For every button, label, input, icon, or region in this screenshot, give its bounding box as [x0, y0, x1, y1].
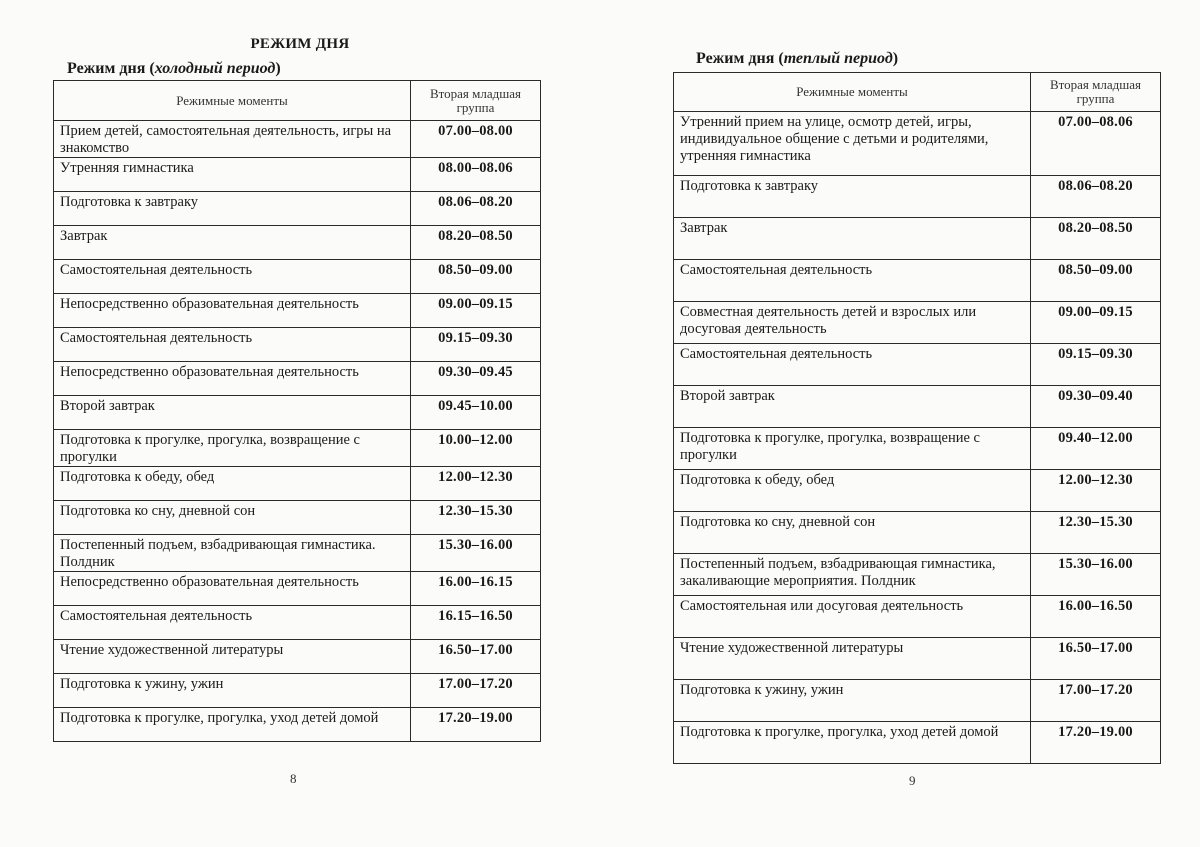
table-header-row [54, 81, 541, 121]
activity-cell: Подготовка к прогулке, прогулка, возвращение с прогулки [54, 430, 411, 467]
table-row [674, 428, 1161, 470]
column-header-group: Вторая младшая группа [411, 81, 541, 121]
table-row [674, 176, 1161, 218]
activity-cell: Постепенный подъем, взбадривающая гимнастика, закаливающие мероприятия. Полдник [674, 554, 1031, 596]
table-row [54, 260, 541, 294]
activity-cell: Утренний прием на улице, осмотр детей, игры, индивидуальное общение с детьми и родителями, утренняя гимнастика [674, 112, 1031, 176]
activity-cell: Подготовка к ужину, ужин [54, 674, 411, 708]
activity-cell: Самостоятельная деятельность [674, 344, 1031, 386]
time-cell: 17.00–17.20 [1031, 680, 1161, 722]
time-cell: 07.00–08.00 [411, 121, 541, 158]
activity-cell: Чтение художественной литературы [54, 640, 411, 674]
activity-cell: Второй завтрак [54, 396, 411, 430]
time-cell: 12.00–12.30 [1031, 470, 1161, 512]
table-row [54, 328, 541, 362]
table-row [674, 112, 1161, 176]
page-number: 9 [909, 773, 916, 788]
table-row [674, 344, 1161, 386]
time-cell: 08.20–08.50 [411, 226, 541, 260]
table-row [54, 226, 541, 260]
table-header-row [674, 73, 1161, 112]
activity-cell: Утренняя гимнастика [54, 158, 411, 192]
time-cell: 17.20–19.00 [411, 708, 541, 742]
column-header-group: Вторая младшая группа [1031, 73, 1161, 112]
table-row [674, 302, 1161, 344]
time-cell: 09.40–12.00 [1031, 428, 1161, 470]
time-cell: 09.30–09.45 [411, 362, 541, 396]
time-cell: 09.00–09.15 [411, 294, 541, 328]
time-cell: 07.00–08.06 [1031, 112, 1161, 176]
table-title-warm-period [696, 50, 898, 68]
table-row [54, 294, 541, 328]
table-row [54, 572, 541, 606]
activity-cell: Самостоятельная деятельность [54, 606, 411, 640]
table-row [674, 386, 1161, 428]
table-row [674, 638, 1161, 680]
activity-cell: Подготовка к прогулке, прогулка, уход детей домой [54, 708, 411, 742]
title-period: теплый период [783, 50, 893, 67]
table-row [54, 158, 541, 192]
time-cell: 16.50–17.00 [411, 640, 541, 674]
activity-cell: Непосредственно образовательная деятельность [54, 362, 411, 396]
table-row [674, 596, 1161, 638]
activity-cell: Подготовка ко сну, дневной сон [54, 501, 411, 535]
time-cell: 16.50–17.00 [1031, 638, 1161, 680]
table-row [674, 680, 1161, 722]
table-row [54, 606, 541, 640]
time-cell: 09.30–09.40 [1031, 386, 1161, 428]
time-cell: 16.00–16.50 [1031, 596, 1161, 638]
table-row [54, 467, 541, 501]
activity-cell: Второй завтрак [674, 386, 1031, 428]
column-header-moments: Режимные моменты [674, 73, 1031, 112]
activity-cell: Подготовка к прогулке, прогулка, уход детей домой [674, 722, 1031, 764]
table-row [674, 260, 1161, 302]
activity-cell: Завтрак [674, 218, 1031, 260]
time-cell: 08.06–08.20 [411, 192, 541, 226]
time-cell: 09.15–09.30 [1031, 344, 1161, 386]
time-cell: 12.00–12.30 [411, 467, 541, 501]
activity-cell: Самостоятельная деятельность [54, 328, 411, 362]
time-cell: 08.50–09.00 [1031, 260, 1161, 302]
activity-cell: Подготовка ко сну, дневной сон [674, 512, 1031, 554]
activity-cell: Самостоятельная или досуговая деятельность [674, 596, 1031, 638]
table-title-cold-period [67, 60, 281, 78]
activity-cell: Совместная деятельность детей и взрослых или досуговая деятельность [674, 302, 1031, 344]
table-row [54, 708, 541, 742]
time-cell: 10.00–12.00 [411, 430, 541, 467]
table-row [674, 554, 1161, 596]
activity-cell: Подготовка к ужину, ужин [674, 680, 1031, 722]
page-number: 8 [290, 771, 297, 786]
time-cell: 09.15–09.30 [411, 328, 541, 362]
table-row [674, 722, 1161, 764]
table-row [674, 470, 1161, 512]
activity-cell: Подготовка к прогулке, прогулка, возвращение с прогулки [674, 428, 1031, 470]
time-cell: 15.30–16.00 [1031, 554, 1161, 596]
activity-cell: Подготовка к обеду, обед [674, 470, 1031, 512]
activity-cell: Непосредственно образовательная деятельность [54, 572, 411, 606]
title-prefix: Режим дня ( [67, 60, 155, 77]
table-row [54, 640, 541, 674]
page-heading: РЕЖИМ ДНЯ [250, 36, 350, 52]
time-cell: 17.00–17.20 [411, 674, 541, 708]
activity-cell: Постепенный подъем, взбадривающая гимнастика. Полдник [54, 535, 411, 572]
table-row [674, 218, 1161, 260]
time-cell: 08.00–08.06 [411, 158, 541, 192]
time-cell: 08.06–08.20 [1031, 176, 1161, 218]
time-cell: 17.20–19.00 [1031, 722, 1161, 764]
schedule-table-warm [673, 72, 1161, 764]
table-row [54, 674, 541, 708]
activity-cell: Чтение художественной литературы [674, 638, 1031, 680]
time-cell: 16.00–16.15 [411, 572, 541, 606]
table-row [54, 121, 541, 158]
activity-cell: Подготовка к завтраку [674, 176, 1031, 218]
title-suffix: ) [275, 60, 281, 77]
title-period: холодный период [154, 60, 276, 77]
schedule-table-cold [53, 80, 541, 742]
title-prefix: Режим дня ( [696, 50, 784, 67]
time-cell: 08.50–09.00 [411, 260, 541, 294]
activity-cell: Подготовка к обеду, обед [54, 467, 411, 501]
table-row [54, 430, 541, 467]
activity-cell: Самостоятельная деятельность [674, 260, 1031, 302]
column-header-moments: Режимные моменты [54, 81, 411, 121]
table-row [54, 396, 541, 430]
right-page [600, 0, 1200, 847]
table-row [54, 535, 541, 572]
activity-cell: Подготовка к завтраку [54, 192, 411, 226]
time-cell: 09.45–10.00 [411, 396, 541, 430]
table-row [54, 501, 541, 535]
activity-cell: Самостоятельная деятельность [54, 260, 411, 294]
time-cell: 15.30–16.00 [411, 535, 541, 572]
time-cell: 08.20–08.50 [1031, 218, 1161, 260]
activity-cell: Непосредственно образовательная деятельность [54, 294, 411, 328]
activity-cell: Прием детей, самостоятельная деятельность, игры на знакомство [54, 121, 411, 158]
time-cell: 16.15–16.50 [411, 606, 541, 640]
title-suffix: ) [892, 50, 899, 67]
time-cell: 09.00–09.15 [1031, 302, 1161, 344]
table-row [54, 192, 541, 226]
table-row [674, 512, 1161, 554]
time-cell: 12.30–15.30 [1031, 512, 1161, 554]
time-cell: 12.30–15.30 [411, 501, 541, 535]
table-row [54, 362, 541, 396]
activity-cell: Завтрак [54, 226, 411, 260]
